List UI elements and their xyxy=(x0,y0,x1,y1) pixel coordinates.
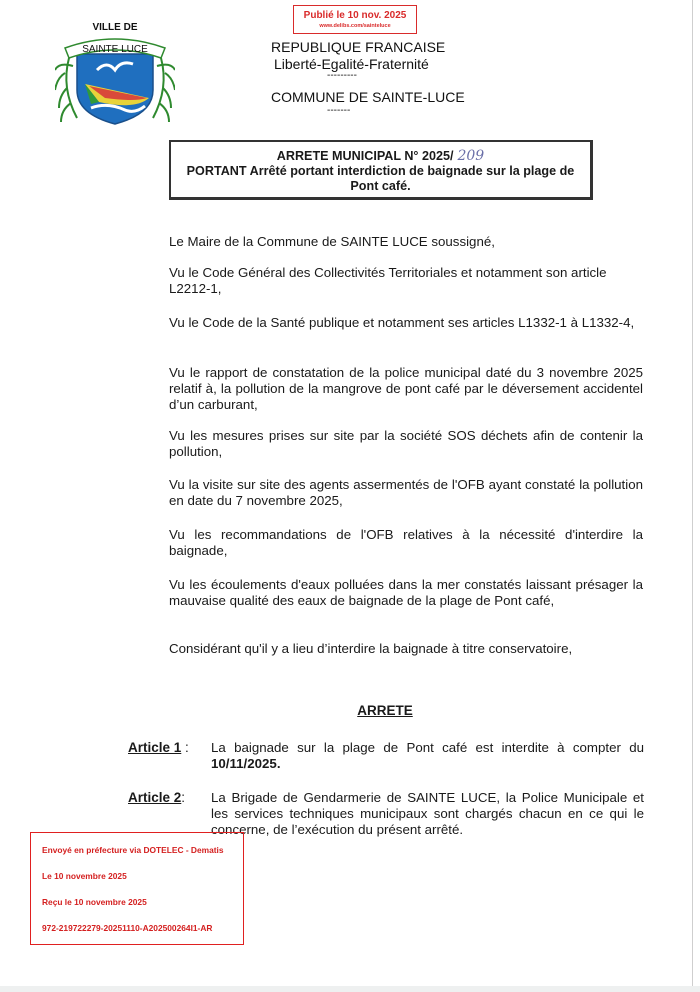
article-2-text: La Brigade de Gendarmerie de SAINTE LUCE, la Police Municipale et les services techniques municipaux sont chargés chacun en ce qui le concerne, de l’exécution du présent arrêté. xyxy=(211,790,644,837)
preamble-paragraph: Vu les écoulements d'eaux polluées dans la mer constatés laissant présager la mauvaise qualité des eaux de baignade de la plage de Pont café, xyxy=(169,577,643,608)
decree-subject-line: Pont café. xyxy=(350,179,411,193)
commune-heading: COMMUNE DE SAINTE-LUCE xyxy=(271,89,465,105)
prefecture-date: Le 10 novembre 2025 xyxy=(42,871,127,881)
logo-top-text: VILLE DE xyxy=(92,22,138,33)
preamble-paragraph: Vu le Code de la Santé publique et notamment ses articles L1332-1 à L1332-4, xyxy=(169,315,635,330)
coat-of-arms-icon xyxy=(55,18,175,128)
article-1-label: Article 1 : xyxy=(128,740,189,755)
page-edge-divider xyxy=(692,0,693,992)
publication-date: Publié le 10 nov. 2025 xyxy=(303,10,407,21)
logo-banner-text: SAINTE LUCE xyxy=(82,44,148,55)
prefecture-reference: 972-219722279-20251110-A202500264I1-AR xyxy=(42,923,213,933)
preamble-paragraph: Vu le rapport de constatation de la police municipal daté du 3 novembre 2025 relatif à, la pollution de la mangrove de pont café par le déversement accidentel d’un carburant, xyxy=(169,365,643,412)
publication-url: www.delibs.com/sainteluce xyxy=(319,23,391,29)
article-2-label: Article 2: xyxy=(128,790,186,805)
decree-title-box xyxy=(169,140,593,200)
prefecture-sent: Envoyé en préfecture via DOTELEC - Dematis xyxy=(42,845,224,855)
prefecture-received: Reçu le 10 novembre 2025 xyxy=(42,897,147,907)
decree-number-line xyxy=(171,149,590,164)
handwritten-number: 209 xyxy=(457,148,485,164)
header-separator: ------- xyxy=(327,105,351,116)
prefecture-stamp xyxy=(30,832,244,945)
decision-heading: ARRETE xyxy=(357,703,413,718)
preamble-paragraph: Considérant qu'il y a lieu d’interdire la baignade à titre conservatoire, xyxy=(169,641,573,656)
article-1-text: La baignade sur la plage de Pont café est interdite à compter du 10/11/2025. xyxy=(211,740,644,771)
town-logo xyxy=(55,18,175,128)
preamble-paragraph: Vu la visite sur site des agents assermentés de l'OFB ayant constaté la pollution en date du 7 novembre 2025, xyxy=(169,477,643,508)
preamble-paragraph: Vu les mesures prises sur site par la société SOS déchets afin de contenir la pollution, xyxy=(169,428,643,459)
preamble-paragraph: Le Maire de la Commune de SAINTE LUCE soussigné, xyxy=(169,234,495,249)
header-separator: --------- xyxy=(327,70,357,81)
decree-number-label: ARRETE MUNICIPAL N° 2025/ xyxy=(276,149,454,163)
preamble-paragraph: Vu le Code Général des Collectivités Territoriales et notamment son article L2212-1, xyxy=(169,265,607,296)
republic-motto: Liberté-Egalité-Fraternité xyxy=(274,56,429,72)
page-bottom-shade xyxy=(0,986,700,992)
effective-date: 10/11/2025. xyxy=(211,756,281,771)
republic-heading: REPUBLIQUE FRANCAISE xyxy=(271,39,446,55)
preamble-paragraph: Vu les recommandations de l'OFB relatives à la nécessité d'interdire la baignade, xyxy=(169,527,643,558)
publication-stamp xyxy=(293,5,417,34)
decree-subject-line: PORTANT Arrêté portant interdiction de baignade sur la plage de xyxy=(186,164,575,178)
